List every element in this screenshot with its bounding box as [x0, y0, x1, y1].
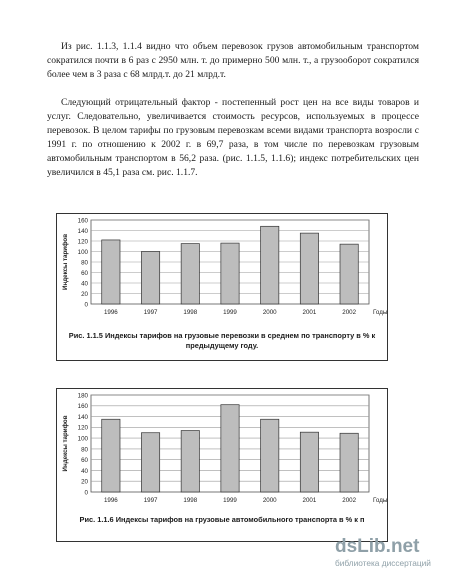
y-axis-label: Индексы тарифов — [62, 415, 69, 472]
x-tick-label: 2002 — [342, 497, 357, 504]
bar-1999 — [221, 243, 239, 304]
y-tick-label: 140 — [77, 227, 88, 235]
y-tick-label: 60 — [81, 457, 88, 465]
bar-1998 — [181, 244, 199, 304]
y-tick-label: 120 — [77, 238, 88, 246]
x-tick-label: 2001 — [302, 497, 317, 504]
bar-2002 — [340, 244, 358, 304]
y-tick-label: 20 — [81, 478, 88, 486]
x-tick-label: 1998 — [183, 309, 198, 316]
bar-1997 — [141, 252, 159, 305]
x-tick-label: 1998 — [183, 497, 198, 504]
bar-2002 — [340, 433, 358, 492]
bar-2000 — [261, 226, 279, 304]
figure-1-1-5 — [56, 213, 388, 361]
figure-1-1-6 — [56, 388, 388, 542]
x-tick-label: 1996 — [103, 497, 118, 504]
y-tick-label: 120 — [77, 424, 88, 432]
x-tick-label: 1996 — [103, 309, 118, 316]
paragraph-2: Следующий отрицательный фактор - постепенный рост цен на все виды товаров и услуг. Следовательно, увеличивается стоимость ресурсов, используемых в процессе перевозок. В целом тарифы по грузовым перевозкам всеми видами транспорта возросли с 1991 г. по отношению к 2002 г. в 69,7 раза, в том числе по перевозкам грузовым автомобильным транспортом в 56,2 раза. (рис. 1.1.5, 1.1.6); индекс потребительских цен увеличился в 45,1 раза см. рис. 1.1.7. — [47, 97, 419, 178]
x-tick-label: 2001 — [302, 309, 317, 316]
y-tick-label: 100 — [77, 248, 88, 256]
figure-caption-1: Рис. 1.1.5 Индексы тарифов на грузовые перевозки в среднем по транспорту в % к предыдущему году. — [68, 331, 376, 350]
bar-1996 — [102, 240, 120, 304]
x-tick-label: 1999 — [223, 497, 237, 504]
bar-2001 — [300, 233, 318, 304]
x-tick-label: 2002 — [342, 309, 357, 316]
y-tick-label: 0 — [84, 489, 88, 497]
y-tick-label: 160 — [77, 217, 88, 225]
y-tick-label: 160 — [77, 403, 88, 411]
y-tick-label: 40 — [81, 280, 88, 288]
y-tick-label: 60 — [81, 269, 88, 277]
x-tick-label: 1997 — [143, 309, 158, 316]
x-tick-label: 2000 — [262, 309, 277, 316]
bar-2000 — [261, 419, 279, 492]
paragraph-1: Из рис. 1.1.3, 1.1.4 видно что объем перевозок грузов автомобильным транспортом сократился почти в 6 раз с 2950 млн. т. до примерно 500 млн. т., а грузооборот сократился более чем в 3 раза с 68 млрд.т. до 21 млрд.т. — [47, 41, 419, 80]
x-tick-label: 1999 — [223, 309, 237, 316]
figure-caption-2: Рис. 1.1.6 Индексы тарифов на грузовые автомобильного транспорта в % к п — [79, 515, 365, 524]
y-tick-label: 140 — [77, 413, 88, 421]
watermark-subtitle: библиотека диссертаций — [335, 558, 431, 568]
x-tick-label: 1997 — [143, 497, 158, 504]
y-tick-label: 0 — [84, 301, 88, 309]
y-tick-label: 100 — [77, 435, 88, 443]
x-tick-label: 2000 — [262, 497, 277, 504]
y-axis-label: Индексы тарифов — [62, 234, 69, 290]
dslib-watermark — [335, 536, 440, 574]
y-tick-label: 40 — [81, 467, 88, 475]
bar-1997 — [141, 433, 159, 492]
x-axis-label: Годы — [373, 309, 387, 316]
y-tick-label: 180 — [77, 392, 88, 400]
y-tick-label: 80 — [81, 259, 88, 267]
bar-1998 — [181, 431, 199, 492]
bar-1996 — [102, 419, 120, 492]
bar-2001 — [300, 432, 318, 492]
x-axis-label: Годы — [373, 497, 387, 504]
watermark-logo: dsLib.net — [335, 536, 420, 557]
y-tick-label: 80 — [81, 446, 88, 454]
y-tick-label: 20 — [81, 290, 88, 298]
bar-1999 — [221, 405, 239, 492]
